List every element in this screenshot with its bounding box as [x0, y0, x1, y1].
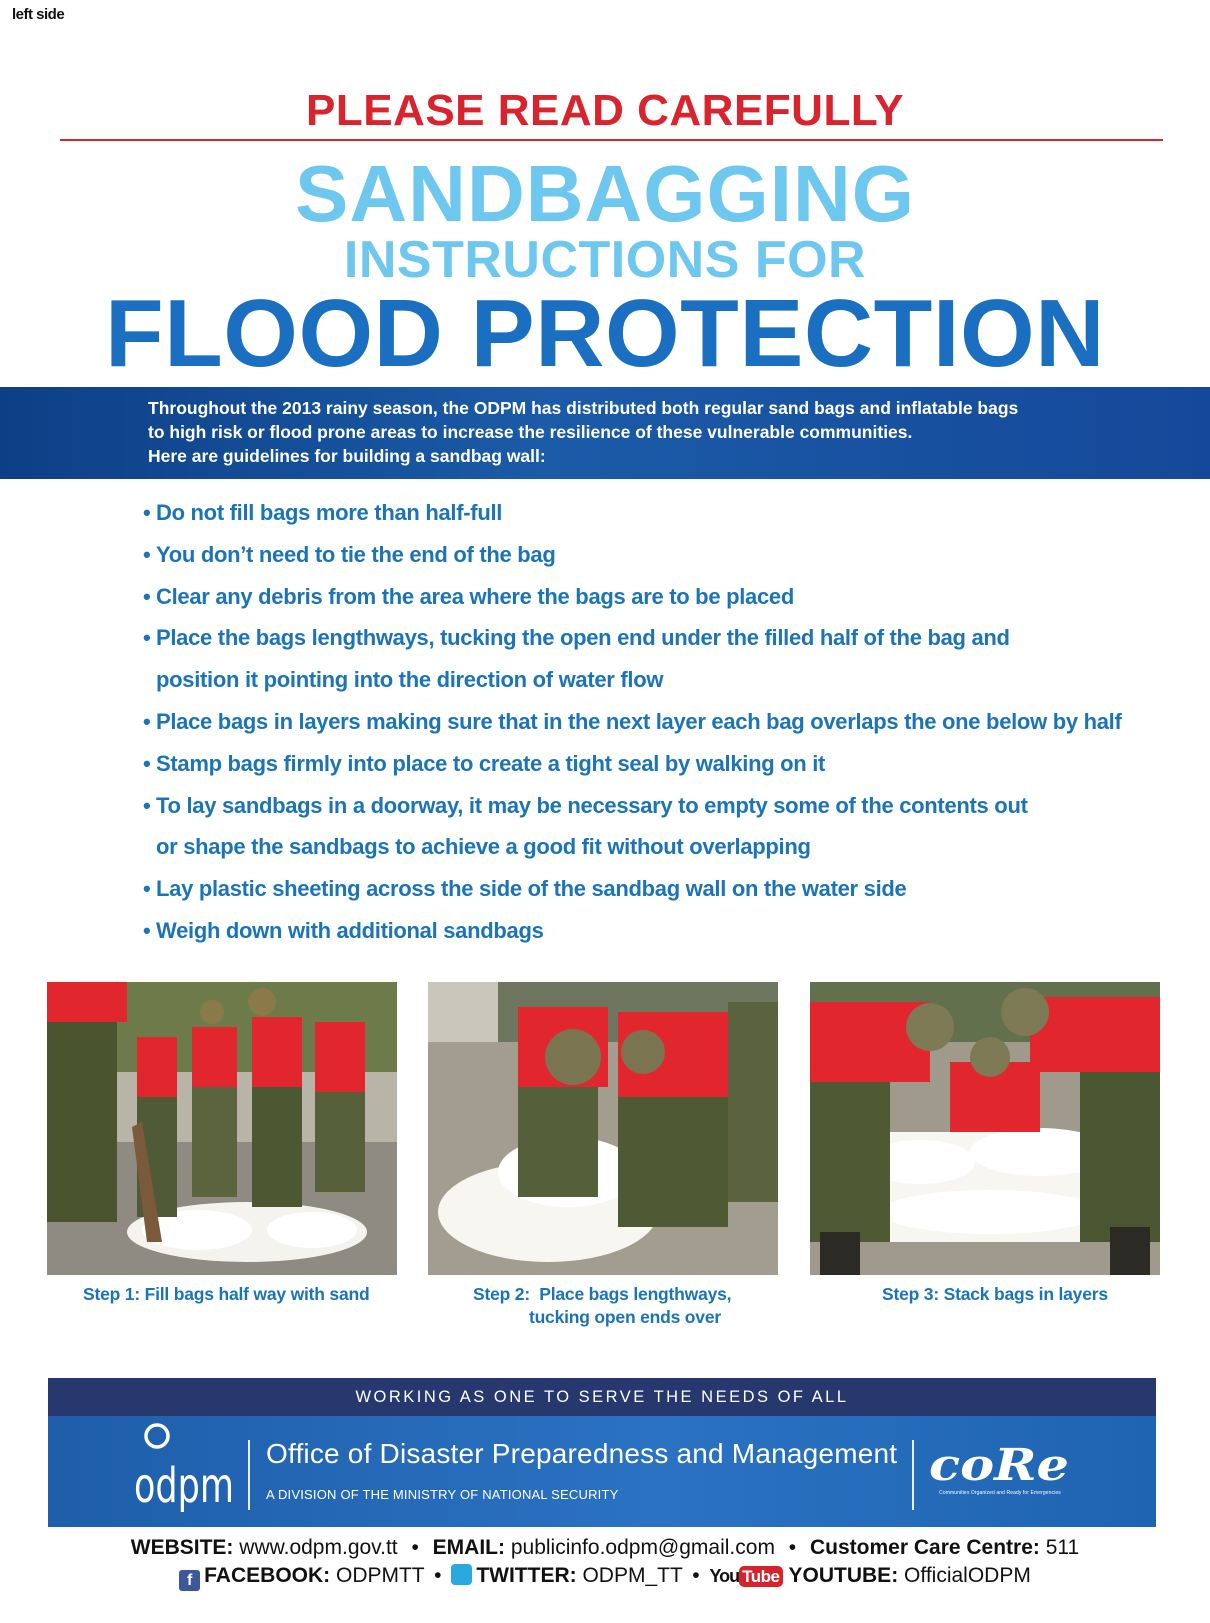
odpm-logo — [130, 1420, 240, 1520]
step-1-caption: Step 1: Fill bags half way with sand — [83, 1284, 370, 1304]
list-item-text: Do not fill bags more than half-full — [156, 500, 503, 525]
step-3-caption: Step 3: Stack bags in layers — [882, 1284, 1108, 1304]
twitter-handle[interactable]: ODPM_TT — [582, 1564, 683, 1587]
care-label: Customer Care Centre: — [810, 1536, 1040, 1559]
odpm-logo-text: odpm — [134, 1458, 234, 1514]
facebook-icon: f — [179, 1570, 200, 1591]
footer-motto: WORKING AS ONE TO SERVE THE NEEDS OF ALL — [48, 1378, 1156, 1416]
list-item-text: Clear any debris from the area where the bags are to be placed — [156, 583, 794, 609]
step-3-photo — [810, 982, 1160, 1275]
youtube-handle[interactable]: OfficialODPM — [904, 1564, 1031, 1587]
contact-line-1: WEBSITE: www.odpm.gov.tt • EMAIL: publicinfo.odpm@gmail.com • Customer Care Centre: 511 — [130, 1536, 1080, 1559]
list-item: • Place bags in layers making sure that in the next layer each bag overlaps the one below by half — [143, 708, 1122, 734]
youtube-icon-tube: Tube — [739, 1566, 782, 1587]
list-item-text: Place bags in layers making sure that in the next layer each bag overlaps the one below by half — [156, 708, 1122, 734]
website-link[interactable]: www.odpm.gov.tt — [239, 1536, 398, 1559]
list-item-text: To lay sandbags in a doorway, it may be necessary to empty some of the contents out or shape the sandbags to achieve a good fit without overlapping — [156, 792, 1028, 860]
notice-heading: PLEASE READ CAREFULLY — [305, 86, 905, 135]
list-item: • Place the bags lengthways, tucking the open end under the filled half of the bag and position it pointing into the direction of water flow — [143, 625, 1010, 693]
twitter-icon — [451, 1564, 472, 1585]
title-line-2: INSTRUCTIONS FOR — [343, 231, 867, 289]
org-subtitle: A DIVISION OF THE MINISTRY OF NATIONAL SECURITY — [266, 1487, 619, 1502]
step-1-photo — [47, 982, 397, 1275]
step-2-caption: Step 2: Place bags lengthways, tucking open ends over — [473, 1284, 732, 1327]
intro-line: Here are guidelines for building a sandbag wall: — [148, 446, 546, 466]
facebook-label: FACEBOOK: — [204, 1564, 331, 1587]
intro-line: Throughout the 2013 rainy season, the ODPM has distributed both regular sand bags and inflatable bags — [148, 398, 1019, 418]
facebook-handle[interactable]: ODPMTT — [335, 1564, 425, 1587]
step-2-photo — [428, 982, 778, 1275]
list-item-text: You don’t need to tie the end of the bag — [156, 541, 556, 567]
list-item: • Clear any debris from the area where the bags are to be placed — [143, 583, 794, 609]
list-item: • To lay sandbags in a doorway, it may be necessary to empty some of the contents out or shape the sandbags to achieve a good fit without overlapping — [143, 792, 1028, 860]
guidelines-list — [143, 492, 1143, 952]
footer-divider — [912, 1440, 914, 1510]
care-number: 511 — [1045, 1536, 1080, 1559]
core-logo — [925, 1438, 1075, 1490]
core-logo-text: coRe — [929, 1440, 1069, 1491]
contact-line-2: f FACEBOOK: ODPMTT • TWITTER: ODPM_TT • You Tube YOUTUBE: OfficialODPM — [0, 1564, 1210, 1591]
email-link[interactable]: publicinfo.odpm@gmail.com — [510, 1536, 775, 1559]
youtube-icon-you: You — [709, 1566, 740, 1586]
list-item: • You don’t need to tie the end of the bag — [143, 541, 556, 567]
list-item-text: Weigh down with additional sandbags — [156, 917, 544, 943]
footer-divider — [248, 1440, 250, 1510]
list-item-text: Lay plastic sheeting across the side of the sandbag wall on the water side — [156, 876, 907, 902]
list-item: • Lay plastic sheeting across the side of the sandbag wall on the water side — [143, 876, 907, 902]
list-item: • Stamp bags firmly into place to create a tight seal by walking on it — [143, 750, 826, 776]
intro-text — [148, 396, 1158, 468]
email-label: EMAIL: — [432, 1536, 505, 1559]
notice-divider — [60, 139, 1163, 141]
title-line-3: FLOOD PROTECTION — [105, 280, 1105, 387]
core-tagline: Communities Organized and Ready for Emergencies — [939, 1490, 1061, 1496]
youtube-label: YOUTUBE: — [788, 1564, 899, 1587]
list-item-text: Stamp bags firmly into place to create a tight seal by walking on it — [156, 750, 826, 776]
org-name: Office of Disaster Preparedness and Management — [266, 1438, 898, 1469]
website-label: WEBSITE: — [130, 1536, 234, 1559]
intro-line: to high risk or flood prone areas to increase the resilience of these vulnerable communities. — [148, 422, 913, 442]
list-item-text: Place the bags lengthways, tucking the open end under the filled half of the bag and position it pointing into the direction of water flow — [156, 625, 1010, 693]
list-item: • Weigh down with additional sandbags — [143, 917, 544, 943]
corner-label: left side — [12, 6, 65, 23]
list-item: • Do not fill bags more than half-full — [143, 500, 503, 525]
twitter-label: TWITTER: — [476, 1564, 577, 1587]
title-line-1: SANDBAGGING — [295, 149, 915, 238]
